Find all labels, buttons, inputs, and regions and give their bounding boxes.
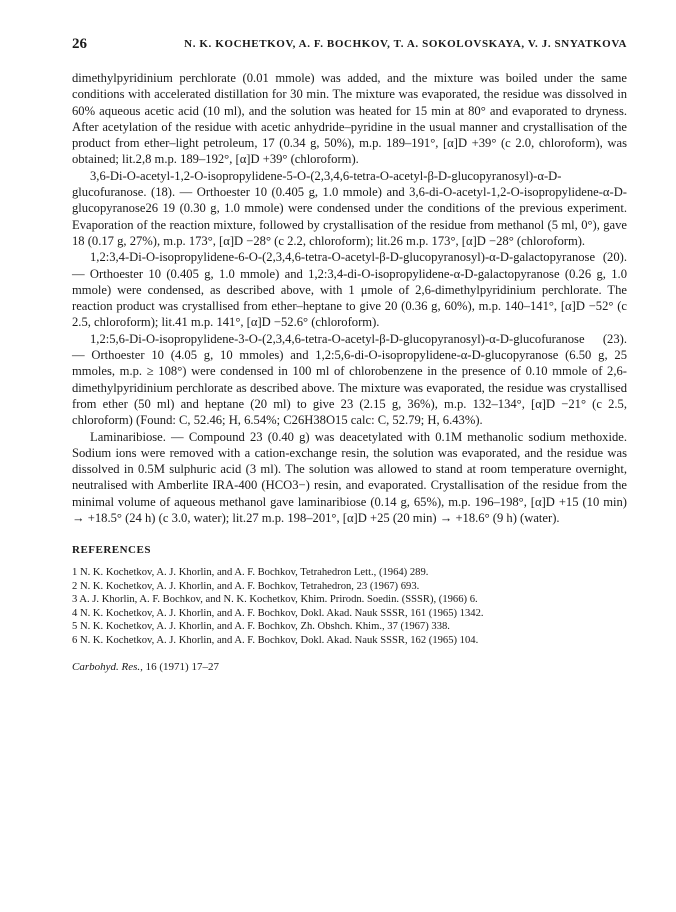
running-head-authors: N. K. KOCHETKOV, A. F. BOCHKOV, T. A. SOKOLOVSKAYA, V. J. SNYATKOVA [184,38,627,50]
journal-citation: 16 (1971) 17–27 [145,661,219,674]
paragraph-compound-20: 1,2:3,4-Di-O-isopropylidene-6-O-(2,3,4,6-tetra-O-acetyl-β-D-glucopyranosyl)-α-D-galactopyranose (20). — Orthoester 10 (0.405 g, 1.0 mmole) and 1,2:3,4-di-O-isopropylidene-α-D-galactopyranose (0.26 g, 1.0 mmole) were condensed, as described above, with 1 μmole of 2,6-dimethylpyridinium perchlorate. The reaction product was crystallised from ether–heptane to give 20 (0.36 g, 60%), m.p. 140–141°, [α]D −52° (c 2.5, chloroform); lit.41 m.p. 141°, [α]D −52.6° (chloroform). [72,250,627,330]
article-body [72,70,627,673]
paragraph-laminaribiose: Laminaribiose. — Compound 23 (0.40 g) was deacetylated with 0.1M methanolic sodium methoxide. Sodium ions were removed with a cation-exchange resin, the solution was evaporated, and the residue was dissolved in 0.5M sulphuric acid (3 ml). The solution was allowed to stand at room temperature overnight, neutralised with Amberlite IRA-400 (HCO3−) resin, and evaporated. Crystallisation of the residue from the minimal volume of aqueous methanol gave laminaribiose (0.14 g, 65%), m.p. 196–198°, [α]D +15 (10 min) → +18.5° (24 h) (c 3.0, water); lit.27 m.p. 198–201°, [α]D +25 (20 min) → +18.6° (9 h) (water). [72,429,627,526]
reference-item: 5 N. K. Kochetkov, A. J. Khorlin, and A. F. Bochkov, Zh. Obshch. Khim., 37 (1967) 338. [72,621,450,633]
journal-name: Carbohyd. Res., [72,661,143,674]
paragraph-compound-23: 1,2:5,6-Di-O-isopropylidene-3-O-(2,3,4,6-tetra-O-acetyl-β-D-glucopyranosyl)-α-D-glucofuranose (23). — Orthoester 10 (4.05 g, 10 mmoles) and 1,2:5,6-di-O-isopropylidene-α-D-glucopyranose (6.50 g, 25 mmoles, m.p. ≥ 108°) were condensed in 100 ml of chlorobenzene in the presence of 0.10 mmole of 2,6-dimethylpyridinium perchlorate as described above. The mixture was evaporated, the residue was crystallised from ether (50 ml) and heptane (20 ml) to give 23 (2.15 g, 36%), m.p. 132–134°, [α]D −21° (c 2.5, chloroform) (Found: C, 52.46; H, 6.54%; C26H38O15 calc: C, 52.79; H, 6.43%). [72,331,627,428]
references-list [72,566,627,647]
reference-item: 4 N. K. Kochetkov, A. J. Khorlin, and A. F. Bochkov, Dokl. Akad. Nauk SSSR, 161 (1965) 1342. [72,607,484,619]
reference-item: 6 N. K. Kochetkov, A. J. Khorlin, and A. F. Bochkov, Dokl. Akad. Nauk SSSR, 162 (1965) 104. [72,634,479,646]
journal-footer [72,661,627,673]
page-header [72,36,627,56]
page-number: 26 [72,36,87,52]
paragraph-continuation: dimethylpyridinium perchlorate (0.01 mmole) was added, and the mixture was boiled under the same conditions with accelerated distillation for 30 min. The mixture was evaporated, the residue was dissolved in 60% aqueous acetic acid (10 ml), and the solution was heated for 15 min at 80° and evaporated to dryness. After acetylation of the residue with acetic anhydride–pyridine in the usual manner and crystallisation of the product from ether–light petroleum, 17 (0.34 g, 50%), m.p. 189–191°, [α]D +39° (c 2.0, chloroform), was obtained; lit.2,8 m.p. 189–192°, [α]D +39° (chloroform). [72,71,627,167]
reference-item: 3 A. J. Khorlin, A. F. Bochkov, and N. K. Kochetkov, Khim. Prirodn. Soedin. (SSSR), (1966) 6. [72,594,478,606]
reference-item: 2 N. K. Kochetkov, A. J. Khorlin, and A. F. Bochkov, Tetrahedron, 23 (1967) 693. [72,580,420,592]
references-heading: REFERENCES [72,544,151,557]
paragraph-compound-18: 3,6-Di-O-acetyl-1,2-O-isopropylidene-5-O-(2,3,4,6-tetra-O-acetyl-β-D-glucopyranosyl)-α-D-glucofuranose. (18). — Orthoester 10 (0.405 g, 1.0 mmole) and 3,6-di-O-acetyl-1,2-O-isopropylidene-α-D-glucopyranose26 19 (0.30 g, 1.0 mmole) were condensed under the conditions of the previous experiment. Evaporation of the reaction mixture, followed by crystallisation of the residue from methanol (5 ml, 0°), gave 18 (0.17 g, 27%), m.p. 173°, [α]D −28° (c 2.2, chloroform); lit.26 m.p. 173°, [α]D −28° (chloroform). [72,168,627,248]
reference-item: 1 N. K. Kochetkov, A. J. Khorlin, and A. F. Bochkov, Tetrahedron Lett., (1964) 289. [72,567,429,579]
